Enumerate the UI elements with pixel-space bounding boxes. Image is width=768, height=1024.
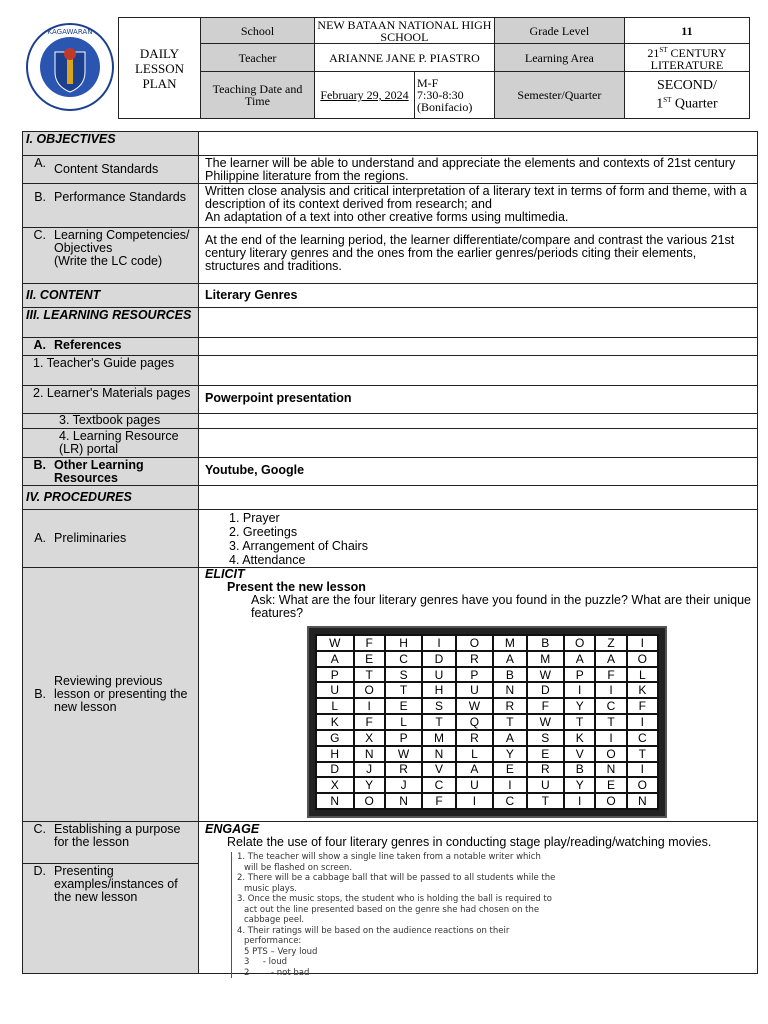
puzzle-cell: U xyxy=(423,668,454,682)
puzzle-cell: F xyxy=(355,636,384,650)
puzzle-cell: R xyxy=(457,731,493,745)
puzzle-cell: F xyxy=(355,715,384,729)
ask-question: Ask: What are the four literary genres have you found in the puzzle? What are their unique features? xyxy=(251,593,751,620)
puzzle-cell: U xyxy=(457,778,493,792)
puzzle-cell: N xyxy=(628,794,657,808)
learners-materials-text: Powerpoint presentation xyxy=(205,391,352,405)
puzzle-cell: F xyxy=(423,794,454,808)
svg-text:KAGAWARAN: KAGAWARAN xyxy=(47,28,93,36)
activity-step: 1. The teacher will show a single line taken from a notable writer which will be flashed on screen. xyxy=(237,852,541,873)
puzzle-cell: I xyxy=(457,794,493,808)
puzzle-cell: P xyxy=(457,668,493,682)
puzzle-cell: R xyxy=(386,763,422,777)
puzzle-cell: I xyxy=(628,715,657,729)
puzzle-cell: J xyxy=(386,778,422,792)
teachers-guide-label: 1. Teacher's Guide pages xyxy=(23,356,199,385)
puzzle-cell: W xyxy=(317,636,353,650)
puzzle-cell: K xyxy=(628,683,657,697)
puzzle-cell: D xyxy=(423,652,454,666)
puzzle-cell: R xyxy=(457,652,493,666)
puzzle-cell: S xyxy=(386,668,422,682)
semester-label: Semester/Quarter xyxy=(494,72,624,119)
puzzle-cell: T xyxy=(565,715,594,729)
puzzle-cell: W xyxy=(386,747,422,761)
puzzle-cell: A xyxy=(317,652,353,666)
relate-text: Relate the use of four literary genres in conducting stage play/reading/watching movies. xyxy=(227,835,712,849)
puzzle-cell: O xyxy=(596,794,625,808)
puzzle-cell: T xyxy=(528,794,564,808)
puzzle-cell: Y xyxy=(565,699,594,713)
puzzle-cell: E xyxy=(528,747,564,761)
puzzle-cell: R xyxy=(528,763,564,777)
puzzle-cell: O xyxy=(565,636,594,650)
puzzle-cell: W xyxy=(457,699,493,713)
puzzle-cell: O xyxy=(355,683,384,697)
puzzle-cell: K xyxy=(317,715,353,729)
puzzle-cell: I xyxy=(494,778,525,792)
other-resources-text: Youtube, Google xyxy=(205,463,305,477)
puzzle-cell: C xyxy=(494,794,525,808)
references-label: A. References xyxy=(23,338,199,355)
puzzle-cell: A xyxy=(457,763,493,777)
puzzle-cell: F xyxy=(596,668,625,682)
textbook-pages-label: 3. Textbook pages xyxy=(23,414,199,428)
puzzle-cell: H xyxy=(423,683,454,697)
header-info-table xyxy=(118,17,750,119)
puzzle-cell: N xyxy=(355,747,384,761)
puzzle-cell: I xyxy=(596,683,625,697)
elicit-section xyxy=(199,568,757,821)
purpose-label: C. Establishing a purpose for the lesson xyxy=(23,822,198,864)
puzzle-cell: O xyxy=(596,747,625,761)
engage-section xyxy=(199,822,757,978)
word-search-puzzle xyxy=(307,626,667,818)
puzzle-cell: N xyxy=(423,747,454,761)
puzzle-cell: D xyxy=(528,683,564,697)
puzzle-cell: H xyxy=(317,747,353,761)
preliminary-item: 1. Prayer xyxy=(229,511,280,525)
puzzle-cell: B xyxy=(528,636,564,650)
teacher-label: Teacher xyxy=(201,44,315,72)
puzzle-cell: V xyxy=(423,763,454,777)
puzzle-cell: I xyxy=(628,636,657,650)
puzzle-cell: B xyxy=(494,668,525,682)
deped-seal-logo xyxy=(22,17,118,117)
puzzle-cell: O xyxy=(457,636,493,650)
puzzle-cell: X xyxy=(355,731,384,745)
rating-item: 2 - not bad xyxy=(244,967,310,978)
content-heading: II. CONTENT xyxy=(23,284,199,307)
semester-value: SECOND/ 1ST Quarter xyxy=(624,72,749,119)
puzzle-cell: G xyxy=(317,731,353,745)
rating-item: 3 - loud xyxy=(244,957,288,967)
puzzle-cell: I xyxy=(423,636,454,650)
school-value: NEW BATAAN NATIONAL HIGH SCHOOL xyxy=(315,18,495,44)
puzzle-cell: I xyxy=(355,699,384,713)
puzzle-cell: Y xyxy=(494,747,525,761)
puzzle-cell: Z xyxy=(596,636,625,650)
puzzle-cell: S xyxy=(423,699,454,713)
puzzle-cell: C xyxy=(596,699,625,713)
puzzle-cell: N xyxy=(494,683,525,697)
puzzle-cell: C xyxy=(386,652,422,666)
activity-steps xyxy=(231,852,556,978)
puzzle-cell: L xyxy=(457,747,493,761)
lesson-plan-table xyxy=(22,131,758,978)
puzzle-cell: I xyxy=(565,683,594,697)
puzzle-cell: T xyxy=(355,668,384,682)
preliminary-item: 2. Greetings xyxy=(229,525,298,539)
puzzle-cell: T xyxy=(494,715,525,729)
grade-label: Grade Level xyxy=(494,18,624,44)
teacher-value: ARIANNE JANE P. PIASTRO xyxy=(315,44,495,72)
puzzle-cell: B xyxy=(565,763,594,777)
puzzle-cell: A xyxy=(494,731,525,745)
preliminary-item: 3. Arrangement of Chairs xyxy=(229,539,368,553)
puzzle-cell: V xyxy=(565,747,594,761)
puzzle-cell: P xyxy=(317,668,353,682)
school-label: School xyxy=(201,18,315,44)
puzzle-cell: W xyxy=(528,715,564,729)
present-lesson-heading: Present the new lesson xyxy=(227,580,366,594)
puzzle-cell: E xyxy=(355,652,384,666)
puzzle-cell: T xyxy=(628,747,657,761)
puzzle-cell: H xyxy=(386,636,422,650)
presenting-examples-label: D. Presenting examples/instances of the new lesson xyxy=(33,864,178,904)
area-label: Learning Area xyxy=(494,44,624,72)
puzzle-cell: D xyxy=(317,763,353,777)
puzzle-cell: W xyxy=(528,668,564,682)
puzzle-cell: L xyxy=(317,699,353,713)
puzzle-cell: T xyxy=(423,715,454,729)
puzzle-cell: P xyxy=(386,731,422,745)
puzzle-cell: M xyxy=(494,636,525,650)
puzzle-cell: P xyxy=(565,668,594,682)
puzzle-cell: U xyxy=(528,778,564,792)
engage-heading: ENGAGE xyxy=(205,822,260,836)
puzzle-cell: E xyxy=(386,699,422,713)
puzzle-cell: Y xyxy=(565,778,594,792)
puzzle-cell: C xyxy=(628,731,657,745)
puzzle-cell: O xyxy=(628,652,657,666)
reviewing-label: B. Reviewing previous lesson or presenting the new lesson xyxy=(23,568,199,821)
rating-item: 5 PTS – Very loud xyxy=(244,946,318,957)
grade-value: 11 xyxy=(624,18,749,44)
puzzle-cell: S xyxy=(528,731,564,745)
puzzle-cell: I xyxy=(628,763,657,777)
puzzle-cell: E xyxy=(596,778,625,792)
lr-portal-label: 4. Learning Resource (LR) portal xyxy=(23,429,199,457)
activity-step: 3. Once the music stops, the student who is holding the ball is required to act out the line presented based on the genre she had chosen on the cabbage peel. xyxy=(237,894,552,925)
puzzle-cell: U xyxy=(317,683,353,697)
puzzle-cell: O xyxy=(628,778,657,792)
puzzle-cell: L xyxy=(628,668,657,682)
puzzle-cell: Y xyxy=(355,778,384,792)
date-value: February 29, 2024 xyxy=(315,72,415,119)
content-text: Literary Genres xyxy=(205,288,298,302)
other-resources-label: B. Other Learning Resources xyxy=(23,458,199,485)
performance-standards-text: Written close analysis and critical interpretation of a literary text in terms of form and theme, with a description of its context derived from research; and An adaptation of a text into other creative forms using multimedia. xyxy=(205,184,747,224)
puzzle-cell: M xyxy=(423,731,454,745)
doc-title: DAILY LESSON PLAN xyxy=(119,18,201,119)
activity-step: 2. There will be a cabbage ball that will be passed to all students while the music plays. xyxy=(237,873,556,894)
puzzle-cell: M xyxy=(528,652,564,666)
learners-materials-label: 2. Learner's Materials pages xyxy=(23,386,199,413)
puzzle-cell: L xyxy=(386,715,422,729)
objectives-heading: I. OBJECTIVES xyxy=(23,132,199,155)
puzzle-cell: J xyxy=(355,763,384,777)
puzzle-cell: A xyxy=(565,652,594,666)
puzzle-cell: F xyxy=(628,699,657,713)
puzzle-cell: R xyxy=(494,699,525,713)
puzzle-cell: K xyxy=(565,731,594,745)
puzzle-cell: A xyxy=(494,652,525,666)
activity-step: 4. Their ratings will be based on the audience reactions on their performance: xyxy=(237,925,510,946)
puzzle-cell: U xyxy=(457,683,493,697)
puzzle-cell: T xyxy=(386,683,422,697)
puzzle-cell: F xyxy=(528,699,564,713)
puzzle-cell: C xyxy=(423,778,454,792)
preliminaries-label: A. Preliminaries xyxy=(23,510,199,567)
puzzle-cell: X xyxy=(317,778,353,792)
content-standards-text: The learner will be able to understand and appreciate the elements and contexts of 21st century Philippine literature from the regions. xyxy=(205,156,736,183)
puzzle-cell: I xyxy=(565,794,594,808)
puzzle-cell: N xyxy=(596,763,625,777)
preliminary-item: 4. Attendance xyxy=(229,553,306,567)
puzzle-cell: Q xyxy=(457,715,493,729)
date-label: Teaching Date and Time xyxy=(201,72,315,119)
resources-heading: III. LEARNING RESOURCES xyxy=(23,308,199,337)
puzzle-cell: T xyxy=(596,715,625,729)
procedures-heading: IV. PROCEDURES xyxy=(23,486,199,509)
elicit-heading: ELICIT xyxy=(205,567,245,581)
puzzle-cell: I xyxy=(596,731,625,745)
time-value: M-F 7:30-8:30 (Bonifacio) xyxy=(415,72,495,119)
preliminaries-list xyxy=(199,510,757,567)
content-standards-label: A. Content Standards xyxy=(23,156,199,183)
competencies-text: At the end of the learning period, the learner differentiate/compare and contrast the various 21st century literary genres and the ones from the earlier genres/periods citing their elements, structures and traditions. xyxy=(205,233,735,273)
performance-standards-label: B. Performance Standards xyxy=(23,184,199,227)
puzzle-cell: N xyxy=(317,794,353,808)
puzzle-cell: O xyxy=(355,794,384,808)
competencies-label: C. Learning Competencies/ Objectives (Write the LC code) xyxy=(23,228,199,283)
area-value: 21ST CENTURY LITERATURE xyxy=(624,44,749,72)
puzzle-cell: A xyxy=(596,652,625,666)
puzzle-cell: N xyxy=(386,794,422,808)
puzzle-cell: E xyxy=(494,763,525,777)
